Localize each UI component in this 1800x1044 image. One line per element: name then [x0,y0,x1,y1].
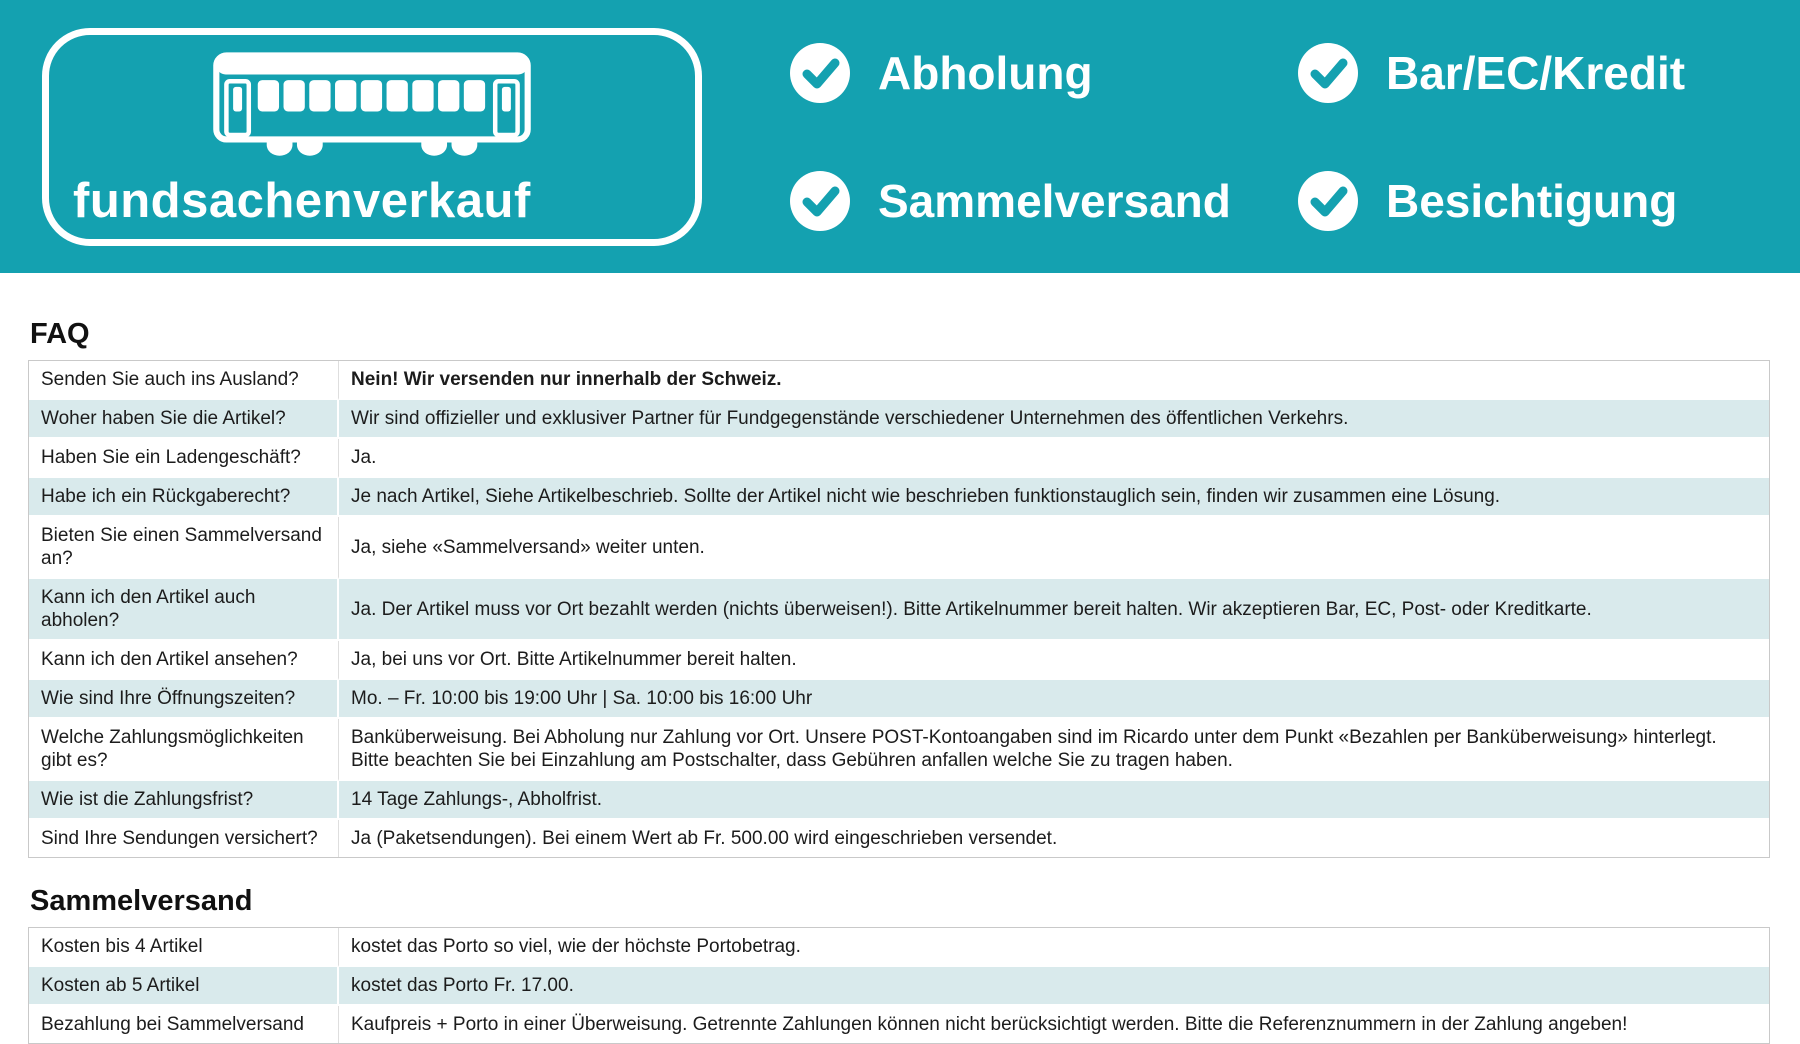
table-row [29,967,1769,1006]
train-icon [73,51,671,163]
faq-question-cell: Habe ich ein Rückgaberecht? [29,478,339,517]
faq-question-cell: Wie ist die Zahlungsfrist? [29,781,339,820]
table-row [29,478,1769,517]
table-row [29,400,1769,439]
table-row [29,719,1769,781]
faq-question-cell: Welche Zahlungsmöglichkeiten gibt es? [29,719,339,781]
check-icon [1298,171,1358,231]
feature-label: Abholung [878,46,1093,99]
faq-answer-cell: Banküberweisung. Bei Abholung nur Zahlung vor Ort. Unsere POST-Kontoangaben sind im Ricardo unter dem Punkt «Bezahlen per Banküberweisung» hinterlegt. Bitte beachten Sie bei Einzahlung am Postschalter, dass Gebühren anfallen welche Sie zu tragen haben. [339,719,1769,781]
feature-besichtigung [1298,171,1685,231]
faq-answer-cell: Nein! Wir versenden nur innerhalb der Schweiz. [339,361,1769,400]
faq-question-cell: Woher haben Sie die Artikel? [29,400,339,439]
sammelversand-question-cell: Kosten bis 4 Artikel [29,928,339,967]
fundsachenverkauf-logo [42,28,702,246]
faq-question-cell: Kann ich den Artikel ansehen? [29,641,339,680]
check-icon [790,171,850,231]
check-icon [790,43,850,103]
faq-answer-cell: Ja. [339,439,1769,478]
faq-title: FAQ [30,318,90,350]
faq-answer-cell: Wir sind offizieller und exklusiver Partner für Fundgegenstände verschiedener Unternehmen des öffentlichen Verkehrs. [339,400,1769,439]
sammelversand-title: Sammelversand [30,885,253,917]
faq-question-cell: Kann ich den Artikel auch abholen? [29,579,339,641]
faq-question-cell: Senden Sie auch ins Ausland? [29,361,339,400]
page-content [0,318,1800,1044]
sammelversand-question-cell: Bezahlung bei Sammelversand [29,1006,339,1043]
feature-label: Besichtigung [1386,174,1678,227]
faq-table [28,360,1770,858]
table-row [29,517,1769,579]
feature-sammelversand [790,171,1298,231]
sammelversand-answer-cell: Kaufpreis + Porto in einer Überweisung. Getrennte Zahlungen können nicht berücksichtigt werden. Bitte die Referenznummern in der Zahlung angeben! [351,1014,1628,1035]
sammelversand-answer-cell: kostet das Porto Fr. 17.00. [339,967,1769,1006]
table-row [29,820,1769,857]
faq-answer-cell: Je nach Artikel, Siehe Artikelbeschrieb. Sollte der Artikel nicht wie beschrieben funktionstauglich sein, finden wir zusammen eine Lösung. [339,478,1769,517]
table-row [29,579,1769,641]
faq-answer-cell: Ja (Paketsendungen). Bei einem Wert ab Fr. 500.00 wird eingeschrieben versendet. [351,828,1058,849]
table-row [29,439,1769,478]
faq-answer-cell: Mo. – Fr. 10:00 bis 19:00 Uhr | Sa. 10:00 bis 16:00 Uhr [339,680,1769,719]
table-row [29,680,1769,719]
faq-answer-cell: Ja, siehe «Sammelversand» weiter unten. [339,517,1769,579]
faq-question-cell: Wie sind Ihre Öffnungszeiten? [29,680,339,719]
sammelversand-table [28,927,1770,1044]
sammelversand-question-cell: Kosten ab 5 Artikel [29,967,339,1006]
table-row [29,781,1769,820]
faq-answer-cell: 14 Tage Zahlungs-, Abholfrist. [339,781,1769,820]
feature-list [790,43,1685,231]
logo-wordmark: fundsachenverkauf [73,173,531,228]
faq-question-cell: Haben Sie ein Ladengeschäft? [29,439,339,478]
feature-label: Sammelversand [878,174,1231,227]
check-icon [1298,43,1358,103]
faq-answer-cell: Ja, bei uns vor Ort. Bitte Artikelnummer bereit halten. [339,641,1769,680]
faq-question-cell: Sind Ihre Sendungen versichert? [29,820,339,857]
faq-answer-cell: Ja. Der Artikel muss vor Ort bezahlt werden (nichts überweisen!). Bitte Artikelnummer bereit halten. Wir akzeptieren Bar, EC, Post- oder Kreditkarte. [339,579,1769,641]
sammelversand-answer-cell: kostet das Porto so viel, wie der höchste Portobetrag. [339,928,1769,967]
feature-bar-ec-kredit [1298,43,1685,103]
feature-abholung [790,43,1298,103]
faq-question-cell: Bieten Sie einen Sammelversand an? [29,517,339,579]
table-row [29,641,1769,680]
feature-label: Bar/EC/Kredit [1386,46,1686,99]
header-banner [0,0,1800,273]
table-row [29,928,1769,967]
table-row [29,361,1769,400]
